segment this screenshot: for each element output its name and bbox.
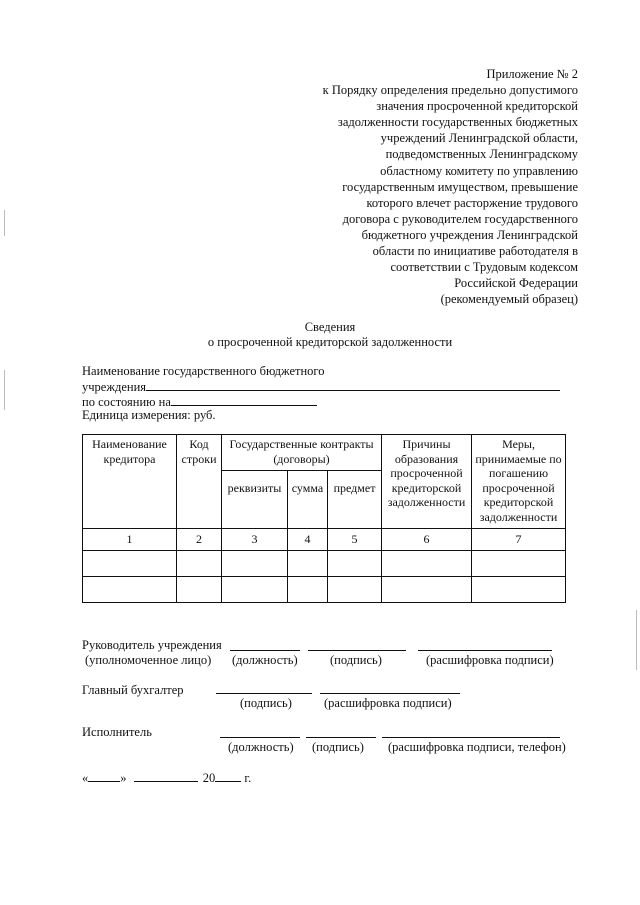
header-code: Код строки [177, 435, 222, 529]
executor-label: Исполнитель [82, 725, 152, 739]
accountant-signature-caption: (подпись) [240, 696, 292, 710]
head-decoding-caption: (расшифровка подписи) [426, 653, 554, 667]
appendix-line: областному комитету по управлению [380, 163, 578, 178]
table-cell[interactable] [328, 577, 382, 603]
column-number: 4 [288, 529, 328, 551]
column-number: 7 [472, 529, 566, 551]
date-close-quote: » [120, 771, 127, 785]
head-position-caption: (должность) [232, 653, 298, 667]
executor-decoding-caption: (расшифровка подписи, телефон) [388, 740, 566, 754]
table-cell[interactable] [382, 551, 472, 577]
appendix-line: области по инициативе работодателя в [372, 244, 578, 259]
appendix-header [300, 66, 578, 307]
as-of-label: по состоянию на [82, 395, 171, 409]
appendix-line: которого влечет расторжение трудового [366, 195, 578, 210]
header-reasons: Причины образования просроченной кредиторской задолженности [382, 435, 472, 529]
head-position-blank[interactable] [230, 650, 300, 651]
table-cell[interactable] [177, 577, 222, 603]
table-cell[interactable] [472, 577, 566, 603]
overdue-debt-table [82, 434, 566, 603]
header-contracts: Государственные контракты (договоры) [222, 435, 382, 471]
date-month-blank[interactable] [134, 770, 198, 782]
accountant-signature-blank[interactable] [216, 693, 312, 694]
table-cell[interactable] [288, 551, 328, 577]
unit-label: Единица измерения: руб. [82, 408, 216, 422]
executor-position-blank[interactable] [220, 737, 300, 738]
institution-blank[interactable] [146, 379, 560, 391]
header-creditor: Наименование кредитора [83, 435, 177, 529]
date-year-suffix: г. [244, 771, 252, 785]
column-number: 2 [177, 529, 222, 551]
appendix-line: подведомственных Ленинградскому [385, 147, 578, 162]
scan-edge-mark [4, 370, 5, 410]
accountant-decoding-caption: (расшифровка подписи) [324, 696, 452, 710]
date-year-blank[interactable] [215, 770, 241, 782]
executor-signature-caption: (подпись) [312, 740, 364, 754]
appendix-line: задолженности государственных бюджетных [337, 115, 578, 130]
appendix-line: договора с руководителем государственного [342, 211, 578, 226]
head-sublabel: (уполномоченное лицо) [85, 653, 212, 667]
appendix-line: к Порядку определения предельно допустимого [322, 83, 578, 98]
executor-signature-blank[interactable] [306, 737, 376, 738]
scan-edge-mark [636, 610, 637, 670]
institution-label: Наименование государственного бюджетного [82, 364, 325, 378]
table-cell[interactable] [83, 551, 177, 577]
table-row [83, 551, 566, 577]
header-measures: Меры, принимаемые по погашению просроченной кредиторской задолженности [472, 435, 566, 529]
head-signature-blank[interactable] [308, 650, 406, 651]
header-requisites: реквизиты [222, 471, 288, 529]
table-cell[interactable] [177, 551, 222, 577]
table-row [83, 577, 566, 603]
appendix-line: бюджетного учреждения Ленинградской [361, 227, 578, 242]
column-number: 3 [222, 529, 288, 551]
appendix-line: учреждений Ленинградской области, [380, 131, 578, 146]
as-of-blank[interactable] [171, 394, 317, 406]
table-cell[interactable] [472, 551, 566, 577]
appendix-line: (рекомендуемый образец) [440, 292, 578, 307]
table-cell[interactable] [83, 577, 177, 603]
scan-edge-mark [4, 210, 5, 236]
appendix-line: соответствии с Трудовым кодексом [390, 260, 578, 275]
date-line[interactable] [82, 770, 251, 786]
table-cell[interactable] [328, 551, 382, 577]
date-open-quote: « [82, 771, 89, 785]
header-sum: сумма [288, 471, 328, 529]
column-number: 6 [382, 529, 472, 551]
appendix-line: значения просроченной кредиторской [376, 99, 578, 114]
document-title: Сведения [304, 320, 356, 334]
table-cell[interactable] [382, 577, 472, 603]
date-year-prefix: 20 [202, 771, 216, 785]
institution-field[interactable] [82, 379, 560, 395]
head-signature-caption: (подпись) [330, 653, 382, 667]
appendix-line: Приложение № 2 [486, 67, 578, 81]
table-cell[interactable] [222, 551, 288, 577]
head-decoding-blank[interactable] [418, 650, 552, 651]
accountant-decoding-blank[interactable] [320, 693, 460, 694]
accountant-label: Главный бухгалтер [82, 683, 184, 697]
column-number: 1 [83, 529, 177, 551]
appendix-line: государственным имуществом, превышение [342, 179, 578, 194]
institution-label-2: учреждения [82, 380, 147, 394]
table-cell[interactable] [288, 577, 328, 603]
head-label: Руководитель учреждения [82, 638, 222, 652]
executor-decoding-blank[interactable] [382, 737, 560, 738]
executor-position-caption: (должность) [228, 740, 294, 754]
appendix-line: Российской Федерации [454, 276, 578, 291]
table-cell[interactable] [222, 577, 288, 603]
header-subject: предмет [328, 471, 382, 529]
date-day-blank[interactable] [88, 770, 120, 782]
document-subtitle: о просроченной кредиторской задолженности [207, 335, 453, 349]
column-number: 5 [328, 529, 382, 551]
